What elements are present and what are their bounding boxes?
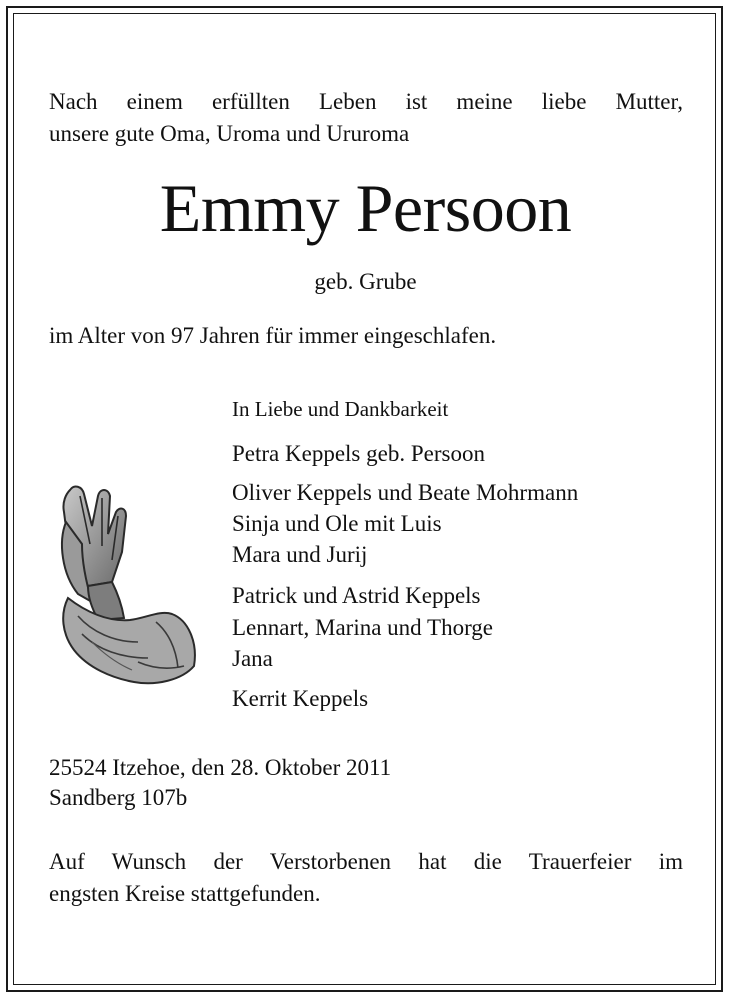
street-address: Sandberg 107b	[49, 785, 188, 810]
intro-line-2: unsere gute Oma, Uroma und Ururoma	[49, 121, 410, 146]
place-date: 25524 Itzehoe, den 28. Oktober 2011	[49, 755, 392, 780]
notice-line-2: engsten Kreise stattgefunden.	[49, 881, 321, 906]
mourner-name: Sinja und Ole mit Luis	[232, 511, 442, 536]
birth-name: geb. Grube	[314, 269, 417, 294]
intro-text	[49, 86, 683, 150]
mourner-name: Jana	[232, 646, 273, 671]
mourners-heading: In Liebe und Dankbarkeit	[232, 397, 449, 421]
praying-hands-icon	[52, 482, 202, 687]
notice-text	[49, 846, 683, 910]
mourner-name: Lennart, Marina und Thorge	[232, 615, 494, 640]
mourner-name: Kerrit Keppels	[232, 686, 369, 711]
mourner-name: Petra Keppels geb. Persoon	[232, 441, 485, 466]
mourner-name: Patrick und Astrid Keppels	[232, 583, 481, 608]
mourner-name: Oliver Keppels und Beate Mohrmann	[232, 480, 579, 505]
notice-line-1: Auf Wunsch der Verstorbenen hat die Trauerfeier im	[49, 849, 683, 874]
deceased-name: Emmy Persoon	[159, 170, 572, 246]
intro-line-1: Nach einem erfüllten Leben ist meine liebe Mutter,	[49, 89, 683, 114]
mourner-name: Mara und Jurij	[232, 542, 368, 567]
age-line: im Alter von 97 Jahren für immer eingeschlafen.	[49, 323, 497, 348]
